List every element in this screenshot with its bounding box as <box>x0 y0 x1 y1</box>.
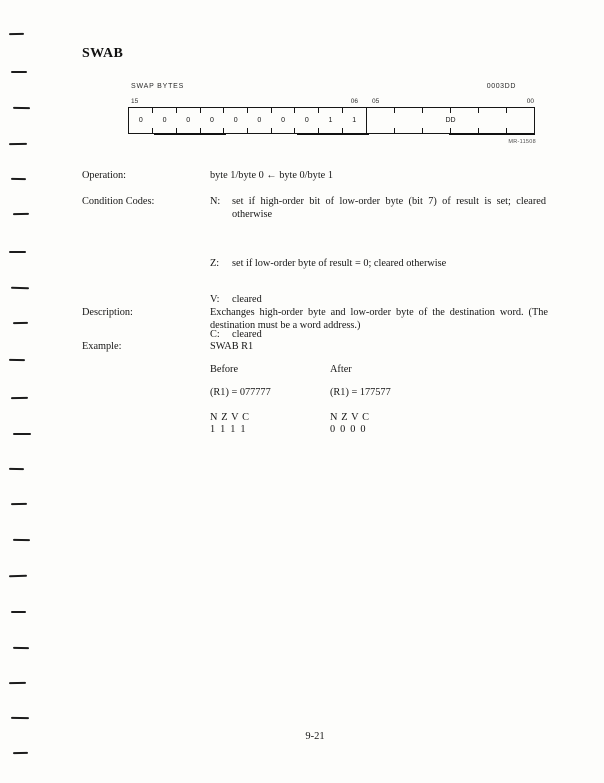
before-header: Before <box>210 364 239 375</box>
operation-label: Operation: <box>82 170 127 181</box>
after-flags-values: 0 0 0 0 <box>330 424 367 435</box>
binding-mark <box>13 213 29 215</box>
bit-cell-9: 0 <box>271 108 295 133</box>
dd-field-label: DD <box>445 117 456 124</box>
binding-mark <box>9 251 26 253</box>
after-register-value: (R1) = 177577 <box>330 387 391 398</box>
binding-mark <box>11 397 28 399</box>
flag-c: C: <box>210 329 220 340</box>
binding-mark <box>9 33 24 35</box>
bit-cell-15: 0 <box>138 117 143 124</box>
condition-code-z <box>210 257 546 270</box>
bit-cell-6: 1 <box>342 108 366 133</box>
bit-cell-10: 0 <box>248 108 272 133</box>
example-code: SWAB R1 <box>210 341 254 352</box>
condition-code-n <box>210 195 546 221</box>
binding-mark <box>9 682 26 684</box>
bit-cell-7: 1 <box>319 108 343 133</box>
before-register-value: (R1) = 077777 <box>210 387 271 398</box>
binding-mark <box>13 752 28 754</box>
binding-mark <box>13 322 28 324</box>
instruction-word-diagram <box>128 107 535 134</box>
flag-v: V: <box>210 294 220 305</box>
binding-mark <box>9 359 25 361</box>
binding-mark <box>9 143 27 145</box>
flag-n: N: <box>210 196 221 207</box>
binding-mark <box>11 71 27 73</box>
flag-c-text: cleared <box>232 329 262 340</box>
binding-mark <box>13 433 31 435</box>
flag-v-text: cleared <box>232 294 262 305</box>
condition-code-v <box>210 293 546 306</box>
instruction-title: SWAB <box>82 46 124 61</box>
condition-codes-label: Condition Codes: <box>82 196 155 207</box>
figure-reference: MR-11508 <box>508 139 536 145</box>
bit-index-05: 05 <box>372 98 380 105</box>
diagram-caption: SWAP BYTES <box>131 83 185 90</box>
bit-cell-11: 0 <box>224 108 248 133</box>
scan-artifact-line <box>297 133 369 136</box>
binding-mark <box>13 539 30 541</box>
bit-index-15: 15 <box>131 98 139 105</box>
description-text: Exchanges high-order byte and low-order byte of the destination word. (The destination must be a word address.) <box>210 307 548 331</box>
bit-cell-13: 0 <box>176 108 200 133</box>
bit-index-00: 00 <box>526 98 534 105</box>
bit-cell-8: 0 <box>295 108 319 133</box>
before-flags-values: 1 1 1 1 <box>210 424 247 435</box>
flag-z: Z: <box>210 258 220 269</box>
operation-expression: byte 1/byte 0 ← byte 0/byte 1 <box>210 170 333 181</box>
flag-z-text: set if low-order byte of result = 0; cleared otherwise <box>232 258 447 269</box>
scan-artifact-line <box>449 133 535 136</box>
page-number: 9-21 <box>305 731 325 742</box>
description-label: Description: <box>82 307 133 318</box>
bit-index-06: 06 <box>350 98 358 105</box>
example-label: Example: <box>82 341 122 352</box>
binding-mark <box>11 717 29 719</box>
flag-n-text: set if high-order bit of low-order byte (bit 7) of result is set; cleared otherwise <box>232 196 546 220</box>
binding-mark <box>13 647 29 649</box>
binding-mark <box>11 287 29 289</box>
binding-mark <box>11 178 26 180</box>
opcode-value: 0003DD <box>486 83 516 90</box>
binding-mark <box>13 107 30 109</box>
after-header: After <box>330 364 352 375</box>
binding-mark <box>11 503 27 505</box>
destination-field <box>367 108 534 133</box>
bit-cell-14: 0 <box>153 108 177 133</box>
binding-mark <box>9 575 27 577</box>
opcode-bit-field <box>129 108 367 133</box>
after-flags-header: N Z V C <box>330 412 370 423</box>
before-flags-header: N Z V C <box>210 412 250 423</box>
scan-artifact-line <box>154 133 226 136</box>
binding-mark <box>9 468 24 470</box>
bit-cell-12: 0 <box>200 108 224 133</box>
binding-mark <box>11 611 26 613</box>
